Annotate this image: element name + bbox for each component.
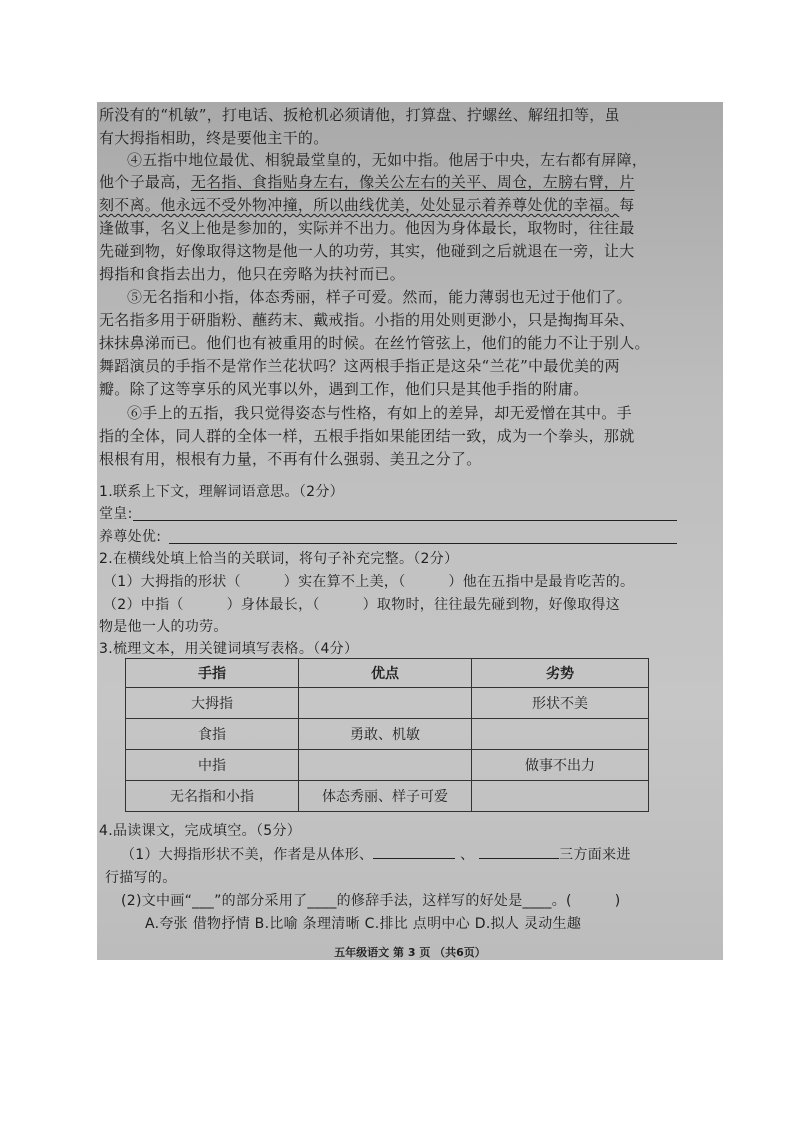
- passage-line: 所没有的“机敏”，打电话、扳枪机必须请他，打算盘、拧螺丝、解纽扣等，虽: [99, 106, 620, 124]
- table-cell: 食指: [126, 719, 299, 750]
- page-footer: 五年级语文 第 3 页 （共6页）: [334, 946, 486, 959]
- wavy-underlined-text: 刻不离。他永远不受外物冲撞，所以曲线优美，处处显示着养尊处优的幸福。: [99, 196, 620, 214]
- question-2-item-1: （1）大拇指的形状（ ）实在算不上美，（ ）他在五指中是最肯吃苦的。: [103, 574, 635, 590]
- passage-line: 指的全体，同人群的全体一样，五根手指如果能团结一致，成为一个拳头，那就: [99, 427, 635, 445]
- passage-line: 先碰到物，好像取得这物是他一人的功劳，其实，他碰到之后就退在一旁，让大: [99, 242, 635, 260]
- table-cell: 中指: [126, 750, 299, 781]
- passage-line: 瓣。除了这等享乐的风光事以外，遇到工作，他们只是其他手指的附庸。: [99, 380, 589, 398]
- table-header: 手指: [126, 659, 299, 688]
- table-row: [126, 719, 649, 750]
- passage-line: ⑥手上的五指，我只觉得姿态与性格，有如上的差异，却无爱憎在其中。手: [127, 404, 632, 422]
- passage-line: [99, 194, 701, 216]
- question-4-item-2: (2)文中画“___”的部分采用了____的修辞手法，这样写的好处是____。( ): [121, 893, 621, 909]
- passage-line: 抹抹鼻涕而已。他们也有被重用的时候。在丝竹管弦上，他们的能力不让于别人。: [99, 334, 650, 352]
- answer-line[interactable]: [169, 543, 677, 544]
- separator-text: 、: [460, 847, 475, 863]
- table-header: 优点: [299, 659, 472, 688]
- question-1-term-a: 堂皇:: [99, 506, 133, 522]
- table-row: [126, 781, 649, 812]
- answer-blank[interactable]: [479, 844, 559, 859]
- table-header-row: [126, 659, 649, 688]
- table-cell: 体态秀丽、样子可爱: [299, 781, 472, 812]
- table-cell-blank[interactable]: [472, 781, 649, 812]
- passage-line: 无名指多用于研脂粉、蘸药末、戴戒指。小指的用处则更渺小，只是掏掏耳朵、: [99, 311, 635, 329]
- table-cell: 勇敢、机敏: [299, 719, 472, 750]
- question-4-options: A.夸张 借物抒情 B.比喻 条理清晰 C.排比 点明中心 D.拟人 灵动生趣: [145, 916, 582, 932]
- passage-line: 根根有用，根根有力量，不再有什么强弱、美丑之分了。: [99, 450, 482, 468]
- answer-line[interactable]: [133, 520, 677, 521]
- question-2: 2.在横线处填上恰当的关联词，将句子补充完整。（2分）: [99, 551, 459, 567]
- passage-line: 逢做事，名义上他是参加的，实际并不出力。他因为身体最长，取物时，往往最: [99, 219, 635, 237]
- question-4-item-1-tail: 三方面来进: [559, 847, 631, 863]
- passage-line: 拇指和食指去出力，他只在旁略为扶衬而已。: [99, 265, 406, 283]
- question-4-item-1: [121, 844, 701, 866]
- table-cell-blank[interactable]: [299, 688, 472, 719]
- question-1: 1.联系上下文，理解词语意思。（2分）: [99, 484, 344, 500]
- finger-table: [125, 658, 649, 812]
- question-4-item-1-text: （1）大拇指形状不美，作者是从体形、: [121, 847, 374, 863]
- underlined-text: 无名指、食指贴身左右，像关公左右的关平、周仓，左膀右臂，片: [190, 173, 635, 191]
- table-row: [126, 750, 649, 781]
- answer-blank[interactable]: [373, 844, 455, 859]
- table-cell: 大拇指: [126, 688, 299, 719]
- question-2-item-2: （2）中指（ ）身体最长，（ ）取物时，往往最先碰到物，好像取得这: [103, 597, 621, 613]
- table-header: 劣势: [472, 659, 649, 688]
- question-2-item-2-cont: 物是他一人的功劳。: [99, 619, 228, 635]
- question-1-term-b: 养尊处优:: [99, 529, 162, 545]
- table-cell-blank[interactable]: [299, 750, 472, 781]
- table-cell: 无名指和小指: [126, 781, 299, 812]
- question-3: 3.梳理文本，用关键词填写表格。（4分）: [99, 641, 359, 657]
- question-4: 4.品读课文，完成填空。（5分）: [99, 823, 302, 839]
- passage-line: 有大拇指相助，终是要他主干的。: [99, 129, 329, 147]
- passage-line: ④五指中地位最优、相貌最堂皇的，无如中指。他居于中央，左右都有屏障，: [127, 151, 648, 169]
- passage-line: [99, 171, 701, 193]
- table-cell: 形状不美: [472, 688, 649, 719]
- exam-page-photo: [97, 102, 723, 960]
- question-4-item-1-cont: 行描写的。: [105, 870, 177, 886]
- passage-text: 他个子最高，: [99, 173, 191, 191]
- table-row: [126, 688, 649, 719]
- passage-line: 舞蹈演员的手指不是常作兰花状吗？这两根手指正是这朵“兰花”中最优美的两: [99, 357, 620, 375]
- passage-text: 每: [619, 196, 635, 214]
- table-cell-blank[interactable]: [472, 719, 649, 750]
- passage-line: ⑤无名指和小指，体态秀丽，样子可爱。然而，能力薄弱也无过于他们了。: [127, 288, 632, 306]
- table-cell: 做事不出力: [472, 750, 649, 781]
